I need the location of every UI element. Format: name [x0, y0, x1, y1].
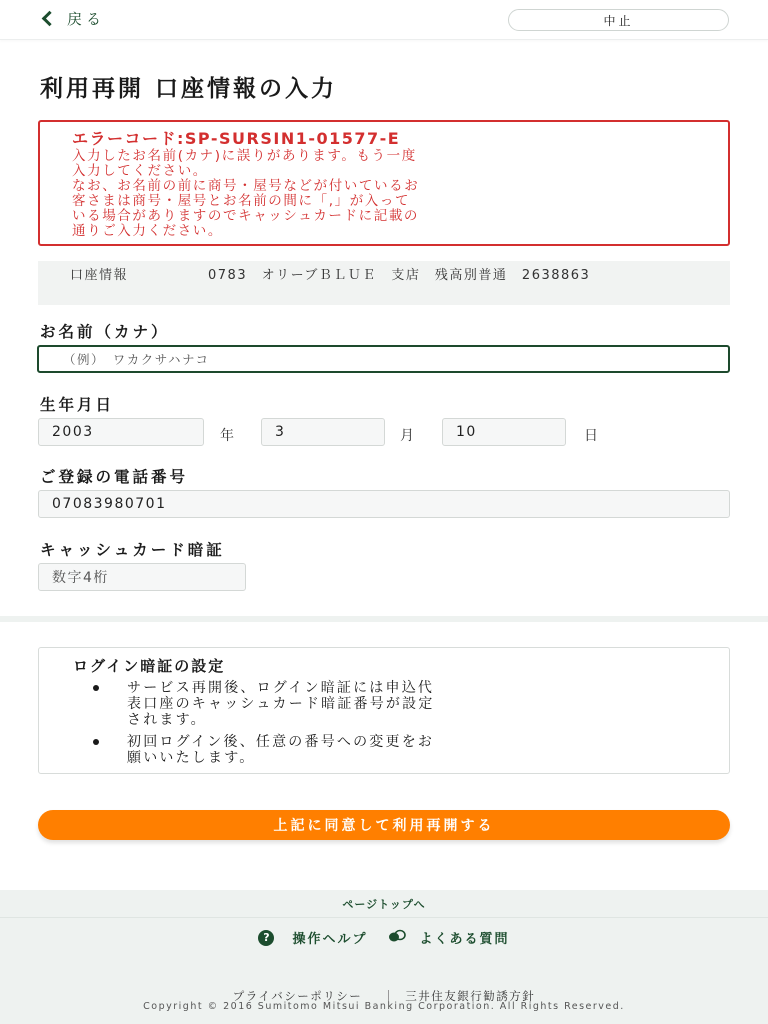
month-unit: 月	[400, 428, 414, 444]
bullet-icon	[93, 685, 99, 691]
pin-label: キャッシュカード暗証	[40, 541, 225, 559]
day-unit: 日	[584, 428, 598, 444]
phone-input[interactable]: 07083980701	[38, 490, 730, 518]
error-message-line: 客さまは商号・屋号とお名前の間に「,」が入って	[72, 193, 411, 209]
back-link[interactable]	[44, 8, 105, 29]
pin-input[interactable]: 数字4桁	[38, 563, 246, 591]
footer	[0, 890, 768, 1024]
faq-label: よくある質問	[419, 932, 510, 947]
birth-day-input[interactable]: 10	[442, 418, 566, 446]
faq-link[interactable]	[388, 928, 510, 947]
notice-item-line: 初回ログイン後、任意の番号への変更をお	[127, 734, 435, 750]
page-title: 利用再開 口座情報の入力	[40, 76, 338, 102]
bullet-icon	[93, 739, 99, 745]
notice-item	[73, 734, 689, 766]
error-message-line: 通りご入力ください。	[72, 223, 223, 239]
error-message-line: 入力してください。	[72, 163, 208, 179]
notice-item-line: サービス再開後、ログイン暗証には申込代	[127, 680, 435, 696]
privacy-policy-link[interactable]: プライバシーポリシー	[232, 989, 363, 1003]
solicitation-policy-link[interactable]: 三井住友銀行勧誘方針	[405, 989, 536, 1003]
account-info-label: 口座情報	[70, 268, 129, 283]
page-top-link[interactable]: ページトップへ	[0, 890, 768, 918]
account-info	[38, 261, 730, 305]
notice-item-line: されます。	[127, 712, 207, 728]
operation-help-link[interactable]	[258, 928, 367, 947]
error-message-line: 入力したお名前(カナ)に誤りがあります。もう一度	[72, 148, 417, 164]
notice-item-line: 願いいたします。	[127, 750, 256, 766]
year-unit: 年	[220, 428, 234, 444]
operation-help-label: 操作ヘルプ	[292, 932, 368, 947]
birth-year-input[interactable]: 2003	[38, 418, 204, 446]
top-bar	[0, 0, 768, 40]
question-circle-icon: ?	[258, 930, 274, 946]
help-links	[0, 928, 768, 947]
back-label: 戻る	[67, 10, 106, 28]
birthdate-label: 生年月日	[40, 396, 115, 414]
error-message-line: なお、お名前の前に商号・屋号などが付いているお	[72, 178, 420, 194]
error-box	[38, 120, 730, 246]
section-divider	[0, 616, 768, 622]
phone-label: ご登録の電話番号	[40, 468, 189, 486]
name-kana-input[interactable]: （例） ワカクサハナコ	[37, 345, 730, 373]
notice-item	[73, 680, 689, 728]
notice-list	[73, 680, 689, 766]
account-info-value: 0783 オリーブＢＬＵＥ 支店 残高別普通 2638863	[208, 268, 591, 283]
copyright: Copyright © 2016 Sumitomo Mitsui Banking Corporation. All Rights Reserved.	[143, 1001, 625, 1012]
error-message-line: いる場合がありますのでキャッシュカードに記載の	[72, 208, 420, 224]
login-pin-notice	[38, 647, 730, 774]
notice-item-line: 表口座のキャッシュカード暗証番号が設定	[127, 696, 435, 712]
birth-month-input[interactable]: 3	[261, 418, 385, 446]
name-kana-label: お名前（カナ）	[40, 323, 170, 341]
faq-icon	[388, 929, 406, 947]
chevron-left-icon	[42, 11, 58, 27]
notice-title: ログイン暗証の設定	[73, 657, 226, 675]
error-code: エラーコード:SP-SURSIN1-01577-E	[72, 129, 401, 148]
cancel-button[interactable]: 中止	[508, 9, 729, 31]
agree-resume-button[interactable]: 上記に同意して利用再開する	[38, 810, 730, 840]
